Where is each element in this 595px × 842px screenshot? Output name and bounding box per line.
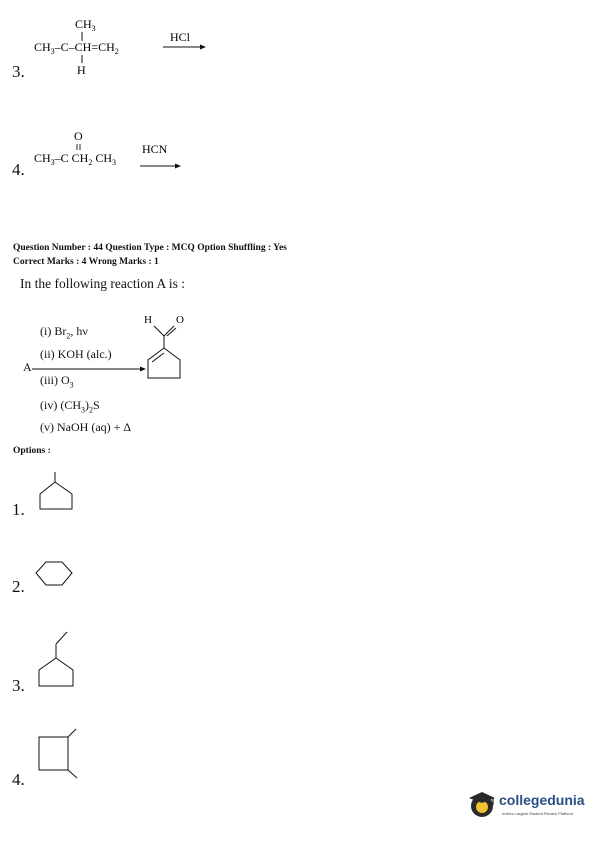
- reagent-4: (iv) $(CH_3)_2S$: [40, 398, 100, 415]
- svg-text:HCl: HCl: [170, 30, 191, 44]
- brand-logo: [466, 786, 590, 822]
- product-o-label: O: [176, 314, 184, 326]
- reactant-label: A: [23, 360, 32, 374]
- svg-text:HCN: HCN: [142, 142, 168, 156]
- reaction-arrow: [30, 365, 150, 375]
- structure-ethylcyclopentane: [36, 630, 86, 692]
- option-number: 4.: [12, 160, 25, 179]
- svg-text:H: H: [77, 63, 86, 77]
- structure-substituted-cyclobutane: [36, 727, 86, 783]
- structure-methylcyclopentane: [36, 470, 86, 516]
- options-label: Options :: [13, 446, 51, 456]
- product-cyclopentene-carbaldehyde: [140, 308, 200, 388]
- question-meta-line1: Question Number : 44 Question Type : MCQ Option Shuffling : Yes: [13, 243, 287, 253]
- structure-3-methylbut-1-ene: [30, 14, 220, 84]
- question-text: In the following reaction A is :: [20, 276, 185, 291]
- svg-text:O: O: [74, 129, 83, 143]
- brand-name: collegedunia: [499, 792, 585, 808]
- option-number: 4.: [12, 770, 25, 789]
- structure-cyclohexane: [34, 556, 80, 592]
- reagent-2: (ii) KOH (alc.): [40, 347, 112, 361]
- option-number: 2.: [12, 577, 25, 596]
- question-meta-line2: Correct Marks : 4 Wrong Marks : 1: [13, 257, 159, 267]
- reagent-5: (v) NaOH (aq) + Δ: [40, 420, 132, 434]
- structure-butanone: [30, 128, 220, 178]
- graduate-cap-logo-icon: [466, 788, 498, 820]
- svg-text:CH3: $CH_3$: [75, 17, 96, 33]
- svg-text:CH3–C–CH=CH2: $CH_3-C-CH=CH_2$: [34, 40, 119, 56]
- option-number: 1.: [12, 500, 25, 519]
- reagent-3: (iii) $O_3$: [40, 373, 74, 390]
- product-h-label: H: [144, 314, 152, 326]
- option-number: 3.: [12, 676, 25, 695]
- svg-text:CH3–C CH2 CH3: $CH_3-C$ $CH_2$ $CH_3$: [34, 151, 117, 167]
- reagent-1: (i) $Br_2$, hν: [40, 324, 88, 341]
- option-number: 3.: [12, 62, 25, 81]
- brand-tagline: India's Largest Student Review Platform: [502, 811, 574, 816]
